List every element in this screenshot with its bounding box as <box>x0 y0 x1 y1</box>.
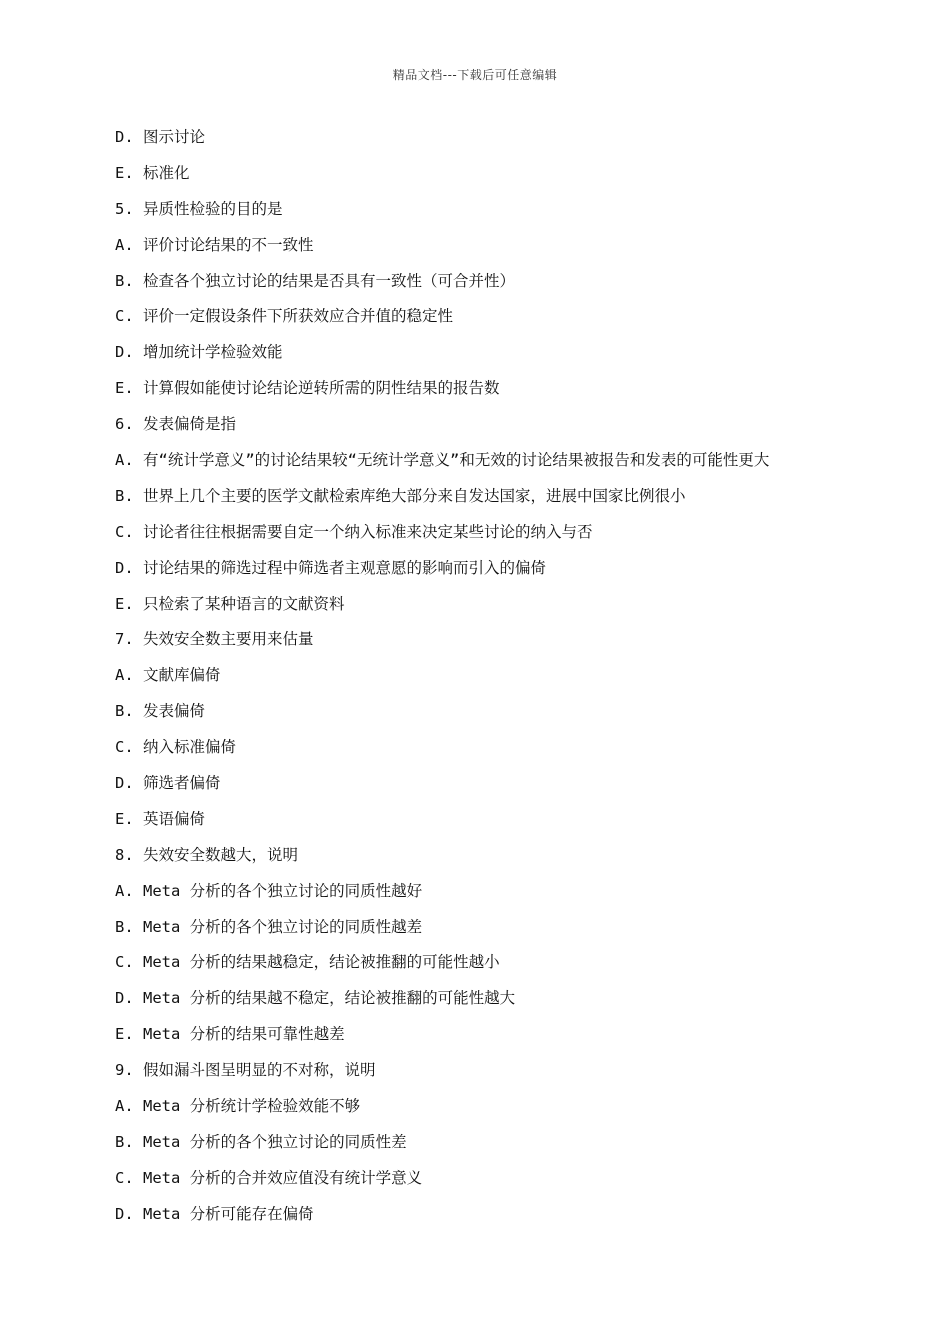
question-9: 9. 假如漏斗图呈明显的不对称，说明 <box>115 1061 376 1080</box>
q7-option-e: E. 英语偏倚 <box>115 809 205 828</box>
q6-option-d: D. 讨论结果的筛选过程中筛选者主观意愿的影响而引入的偏倚 <box>115 558 546 577</box>
q9-option-b: B. Meta 分析的各个独立讨论的同质性差 <box>115 1132 407 1151</box>
q9-option-a: A. Meta 分析统计学检验效能不够 <box>115 1097 361 1116</box>
q6-option-c: C. 讨论者往往根据需要自定一个纳入标准来决定某些讨论的纳入与否 <box>115 522 593 541</box>
q8-option-a: A. Meta 分析的各个独立讨论的同质性越好 <box>115 881 423 900</box>
q9-option-d: D. Meta 分析可能存在偏倚 <box>115 1204 314 1223</box>
q8-option-e: E. Meta 分析的结果可靠性越差 <box>115 1025 345 1044</box>
document-body <box>115 122 875 1235</box>
q8-option-c: C. Meta 分析的结果越稳定，结论被推翻的可能性越小 <box>115 953 500 972</box>
q7-option-b: B. 发表偏倚 <box>115 702 205 721</box>
q7-option-c: C. 纳入标准偏倚 <box>115 738 236 757</box>
question-5: 5. 异质性检验的目的是 <box>115 199 283 218</box>
q6-option-e: E. 只检索了某种语言的文献资料 <box>115 594 345 613</box>
option-d-figure: D. 图示讨论 <box>115 128 205 146</box>
q9-option-c: C. Meta 分析的合并效应值没有统计学意义 <box>115 1168 423 1187</box>
q5-option-d: D. 增加统计学检验效能 <box>115 343 283 362</box>
q6-option-b: B. 世界上几个主要的医学文献检索库绝大部分来自发达国家，进展中国家比例很小 <box>115 486 686 505</box>
q5-option-a: A. 评价讨论结果的不一致性 <box>115 235 314 254</box>
q5-option-c: C. 评价一定假设条件下所获效应合并值的稳定性 <box>115 307 453 326</box>
q8-option-d: D. Meta 分析的结果越不稳定，结论被推翻的可能性越大 <box>115 989 516 1008</box>
q6-option-a: A. 有“统计学意义”的讨论结果较“无统计学意义”和无效的讨论结果被报告和发表的可能性更大 <box>115 451 770 470</box>
q5-option-e: E. 计算假如能使讨论结论逆转所需的阴性结果的报告数 <box>115 379 500 398</box>
q7-option-a: A. 文献库偏倚 <box>115 666 221 685</box>
question-7: 7. 失效安全数主要用来估量 <box>115 630 314 649</box>
q7-option-d: D. 筛选者偏倚 <box>115 774 221 793</box>
q5-option-b: B. 检查各个独立讨论的结果是否具有一致性（可合并性） <box>115 271 515 290</box>
question-8: 8. 失效安全数越大，说明 <box>115 845 298 864</box>
page-header: 精品文档---下载后可任意编辑 <box>392 68 558 82</box>
option-e-standardize: E. 标准化 <box>115 163 190 182</box>
question-6: 6. 发表偏倚是指 <box>115 415 236 434</box>
q8-option-b: B. Meta 分析的各个独立讨论的同质性越差 <box>115 917 423 936</box>
